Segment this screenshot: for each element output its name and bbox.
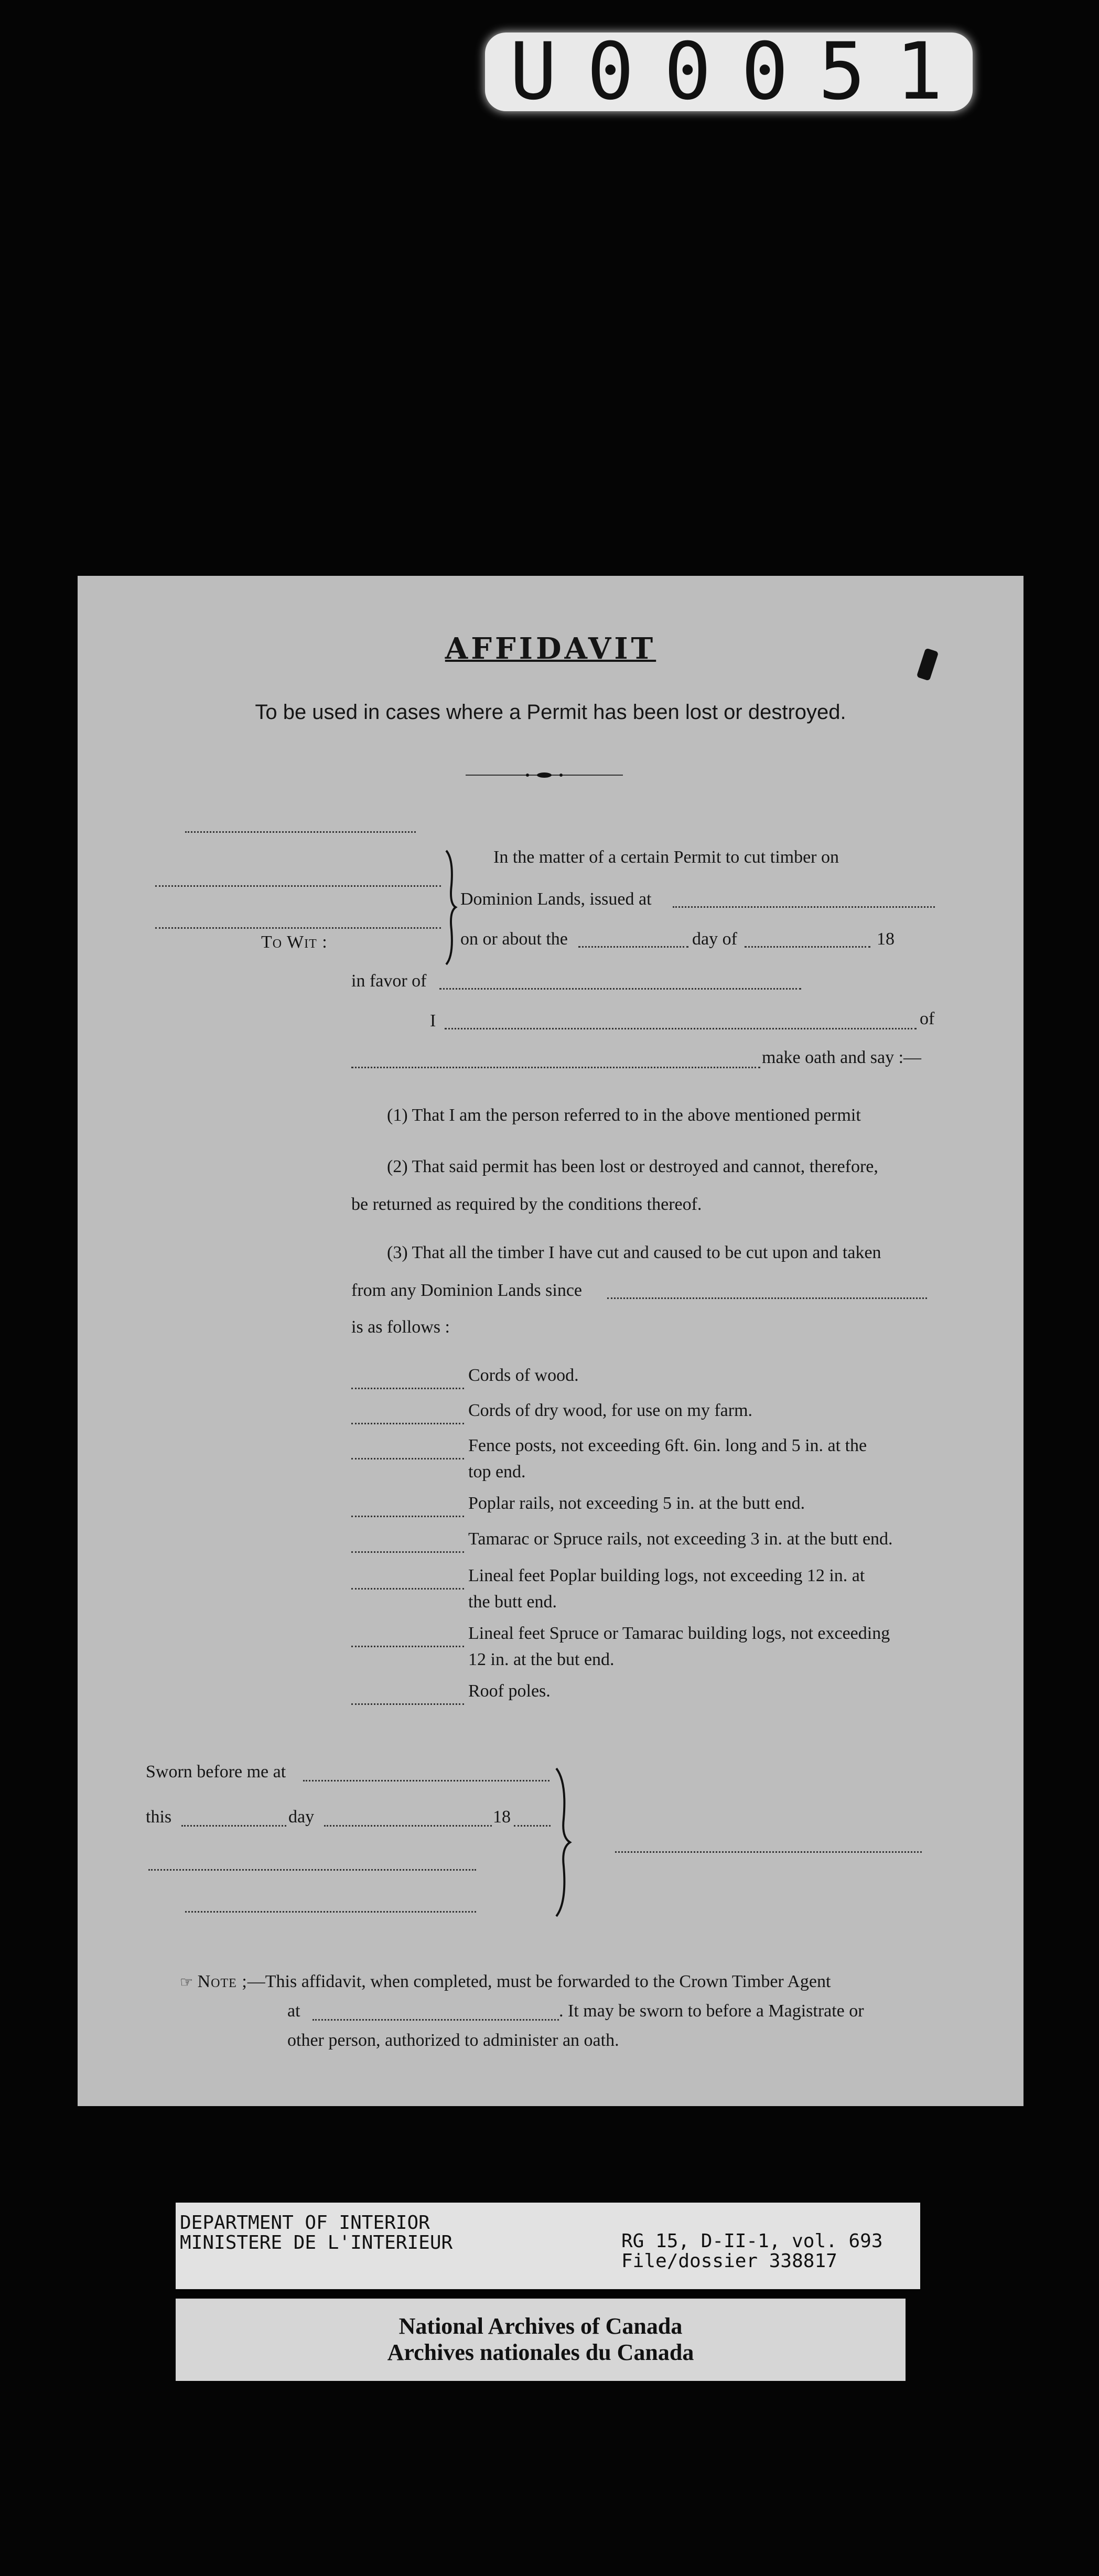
item-label: Tamarac or Spruce rails, not exceeding 3 in. at the butt end. [468, 1529, 893, 1549]
note-text: —This affidavit, when completed, must be forwarded to the Crown Timber Agent [247, 1972, 831, 1991]
frame-digit: 0 [741, 26, 794, 117]
make-oath-label: make oath and say :— [762, 1048, 922, 1067]
clause-3-line-1: (3) That all the timber I have cut and caused to be cut upon and taken [387, 1243, 881, 1262]
item-label: Lineal feet Poplar building logs, not exceeding 12 in. at [468, 1566, 865, 1585]
matter-line-2: Dominion Lands, issued at [460, 889, 652, 909]
clause-2-line-2: be returned as required by the conditions thereof. [351, 1195, 702, 1214]
in-favor-of-label: in favor of [351, 971, 427, 991]
sworn-day-field[interactable] [181, 1825, 286, 1827]
frame-digit: 0 [664, 26, 717, 117]
quantity-field[interactable] [351, 1703, 464, 1705]
item-label-cont: top end. [468, 1462, 526, 1482]
to-wit-label: To Wit : [261, 932, 328, 952]
quantity-field[interactable] [351, 1458, 464, 1459]
department-en: DEPARTMENT OF INTERIOR [180, 2212, 430, 2234]
department-label [176, 2203, 920, 2289]
frame-digit: 0 [587, 26, 640, 117]
note-line-2: . It may be sworn to before a Magistrate or [559, 2001, 864, 2021]
matter-line-3: on or about the [460, 929, 568, 949]
item-label: Fence posts, not exceeding 6ft. 6in. long and 5 in. at the [468, 1436, 867, 1455]
residence-field[interactable] [351, 1067, 760, 1068]
reference-line-1: RG 15, D-II-1, vol. 693 [621, 2230, 883, 2252]
frame-digit: 1 [895, 26, 949, 117]
quantity-field[interactable] [351, 1646, 464, 1647]
clause-2-line-1: (2) That said permit has been lost or destroyed and cannot, therefore, [387, 1157, 878, 1176]
commissioner-line-2[interactable] [185, 1911, 476, 1913]
note-line-3: other person, authorized to administer an oath. [287, 2031, 619, 2050]
venue-brace [442, 849, 458, 967]
month-field[interactable] [745, 946, 870, 948]
item-label: Cords of wood. [468, 1366, 579, 1385]
day-label: day [288, 1807, 315, 1827]
item-label: Poplar rails, not exceeding 5 in. at the butt end. [468, 1494, 805, 1513]
frame-number [485, 26, 973, 117]
item-label: Lineal feet Spruce or Tamarac building logs, not exceeding [468, 1624, 890, 1643]
reference-line-2: File/dossier 338817 [621, 2250, 837, 2272]
venue-line-1[interactable] [185, 831, 416, 833]
day-field[interactable] [578, 946, 688, 948]
clause-1: (1) That I am the person referred to in the above mentioned permit [387, 1105, 861, 1125]
sworn-before-label: Sworn before me at [146, 1762, 286, 1781]
quantity-field[interactable] [351, 1516, 464, 1517]
item-label-cont: 12 in. at the but end. [468, 1650, 615, 1669]
item-label: Roof poles. [468, 1681, 551, 1701]
note-lead: Note ; [197, 1972, 247, 1991]
nac-french: Archives nationales du Canada [387, 2339, 694, 2365]
sworn-place-field[interactable] [303, 1780, 550, 1781]
deponent-name-field[interactable] [445, 1028, 917, 1029]
this-label: this [146, 1807, 172, 1827]
sworn-year-field[interactable] [514, 1825, 551, 1827]
quantity-field[interactable] [351, 1551, 464, 1553]
affidavit-form [78, 576, 1023, 2106]
in-favor-of-field[interactable] [439, 988, 801, 990]
frame-digit: 5 [818, 26, 871, 117]
quantity-field[interactable] [351, 1423, 464, 1424]
commissioner-line-1[interactable] [148, 1869, 476, 1871]
note-at-label: at [287, 2001, 300, 2021]
i-label: I [430, 1011, 436, 1031]
matter-line-1: In the matter of a certain Permit to cut timber on [493, 847, 839, 867]
year-18-label: 18 [493, 1807, 511, 1827]
day-of-label: day of [692, 929, 737, 949]
department-fr: MINISTERE DE L'INTERIEUR [180, 2232, 453, 2253]
item-label: Cords of dry wood, for use on my farm. [468, 1401, 753, 1420]
pointing-hand-icon: ☞ [180, 1974, 193, 1991]
note-line-1 [180, 1972, 831, 1992]
clause-3-line-3: is as follows : [351, 1317, 450, 1337]
venue-line-2[interactable] [155, 885, 441, 887]
clause-3-line-2: from any Dominion Lands since [351, 1281, 583, 1300]
national-archives-label [176, 2299, 906, 2381]
item-label-cont: the butt end. [468, 1592, 557, 1612]
frame-digit: U [509, 26, 563, 117]
issued-at-field[interactable] [673, 906, 935, 908]
deponent-signature-field[interactable] [615, 1851, 922, 1853]
quantity-field[interactable] [351, 1388, 464, 1389]
form-subtitle: To be used in cases where a Permit has been lost or destroyed. [255, 701, 846, 724]
form-title: AFFIDAVIT [445, 631, 656, 666]
quantity-field[interactable] [351, 1588, 464, 1590]
jurat-brace [552, 1766, 573, 1918]
venue-line-3[interactable] [155, 927, 441, 929]
agent-location-field[interactable] [313, 2019, 559, 2021]
sworn-month-field[interactable] [324, 1825, 492, 1827]
of-label: of [920, 1009, 935, 1028]
nac-english: National Archives of Canada [398, 2313, 683, 2339]
since-date-field[interactable] [607, 1297, 927, 1299]
divider-ornament [466, 770, 623, 780]
year-prefix-label: 18 [877, 929, 895, 949]
